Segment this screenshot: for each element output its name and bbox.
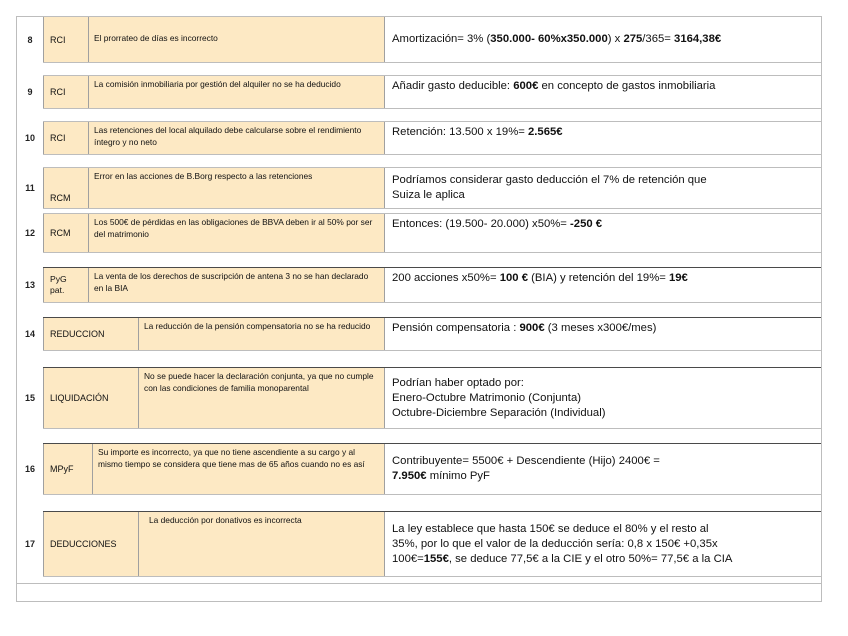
row-box — [43, 213, 821, 253]
row-box — [43, 367, 821, 429]
solution-cell: Contribuyente= 5500€ + Descendiente (Hijo) 2400€ = 7.950€ mínimo PyF — [385, 444, 821, 494]
solution-cell: 200 acciones x50%= 100 € (BIA) y retención del 19%= 19€ — [385, 268, 821, 302]
row-box — [43, 267, 821, 303]
category-cell: RCM — [43, 214, 89, 252]
row-box — [43, 121, 821, 155]
category-cell: PyG pat. — [43, 268, 89, 302]
row-number: 13 — [24, 280, 35, 290]
table-row — [17, 213, 821, 253]
solution-cell: Retención: 13.500 x 19%= 2.565€ — [385, 122, 821, 154]
row-number: 8 — [27, 35, 33, 45]
category-cell: LIQUIDACIÓN — [43, 368, 139, 428]
error-cell: No se puede hacer la declaración conjunta, ya que no cumple con las condiciones de familia monoparental — [139, 368, 385, 428]
row-box — [43, 443, 821, 495]
category-cell: RCI — [43, 76, 89, 108]
error-cell: La venta de los derechos de suscripción de antena 3 no se han declarado en la BIA — [89, 268, 385, 302]
row-number: 16 — [24, 464, 35, 474]
table-row — [17, 75, 821, 109]
error-cell: La deducción por donativos es incorrecta — [139, 512, 385, 576]
table-row — [17, 121, 821, 155]
error-cell: Las retenciones del local alquilado debe calcularse sobre el rendimiento íntegro y no neto — [89, 122, 385, 154]
row-box — [43, 167, 821, 209]
row-box — [43, 317, 821, 351]
category-cell: RCM — [43, 168, 89, 208]
solution-cell: Podrían haber optado por: Enero-Octubre Matrimonio (Conjunta) Octubre-Diciembre Separación (Individual) — [385, 368, 821, 428]
row-number: 10 — [24, 133, 35, 143]
solution-cell: Añadir gasto deducible: 600€ en concepto de gastos inmobiliaria — [385, 76, 821, 108]
table-row — [17, 443, 821, 495]
error-cell: La comisión inmobiliaria por gestión del alquiler no se ha deducido — [89, 76, 385, 108]
row-number: 17 — [24, 539, 35, 549]
table-row — [17, 317, 821, 351]
category-cell: REDUCCION — [43, 318, 139, 350]
table-row — [17, 267, 821, 303]
category-cell: DEDUCCIONES — [43, 512, 139, 576]
error-cell: Los 500€ de pérdidas en las obligaciones de BBVA deben ir al 50% por ser del matrimonio — [89, 214, 385, 252]
solution-cell: Podríamos considerar gasto deducción el 7% de retención que Suiza le aplica — [385, 168, 821, 208]
category-cell: RCI — [43, 17, 89, 62]
row-number: 12 — [24, 228, 35, 238]
table-row — [17, 367, 821, 429]
error-cell: Su importe es incorrecto, ya que no tiene ascendiente a su cargo y al mismo tiempo se considera que tiene mas de 65 años cuando no es así — [93, 444, 385, 494]
error-cell: Error en las acciones de B.Borg respecto a las retenciones — [89, 168, 385, 208]
spreadsheet — [16, 16, 822, 602]
row-box — [43, 17, 821, 63]
table-row — [17, 167, 821, 209]
solution-cell: Pensión compensatoria : 900€ (3 meses x300€/mes) — [385, 318, 821, 350]
category-cell: MPyF — [43, 444, 93, 494]
row-number: 15 — [24, 393, 35, 403]
error-cell: La reducción de la pensión compensatoria no se ha reducido — [139, 318, 385, 350]
row-box — [43, 511, 821, 577]
error-cell: El prorrateo de días es incorrecto — [89, 17, 385, 62]
category-cell: RCI — [43, 122, 89, 154]
table-row — [17, 511, 821, 577]
row-number: 11 — [25, 183, 35, 193]
row-box — [43, 75, 821, 109]
empty-row — [17, 583, 821, 584]
solution-cell: Amortización= 3% (350.000- 60%x350.000) x 275/365= 3164,38€ — [385, 17, 821, 62]
table-row — [17, 17, 821, 63]
solution-cell: Entonces: (19.500- 20.000) x50%= -250 € — [385, 214, 821, 252]
solution-cell: La ley establece que hasta 150€ se deduce el 80% y el resto al 35%, por lo que el valor de la deducción sería: 0,8 x 150€ +0,35x 100€=155€, se deduce 77,5€ a la CIE y el otro 50%= 77,5€ a la CIA — [385, 512, 821, 576]
row-number: 9 — [27, 87, 33, 97]
row-number: 14 — [24, 329, 35, 339]
